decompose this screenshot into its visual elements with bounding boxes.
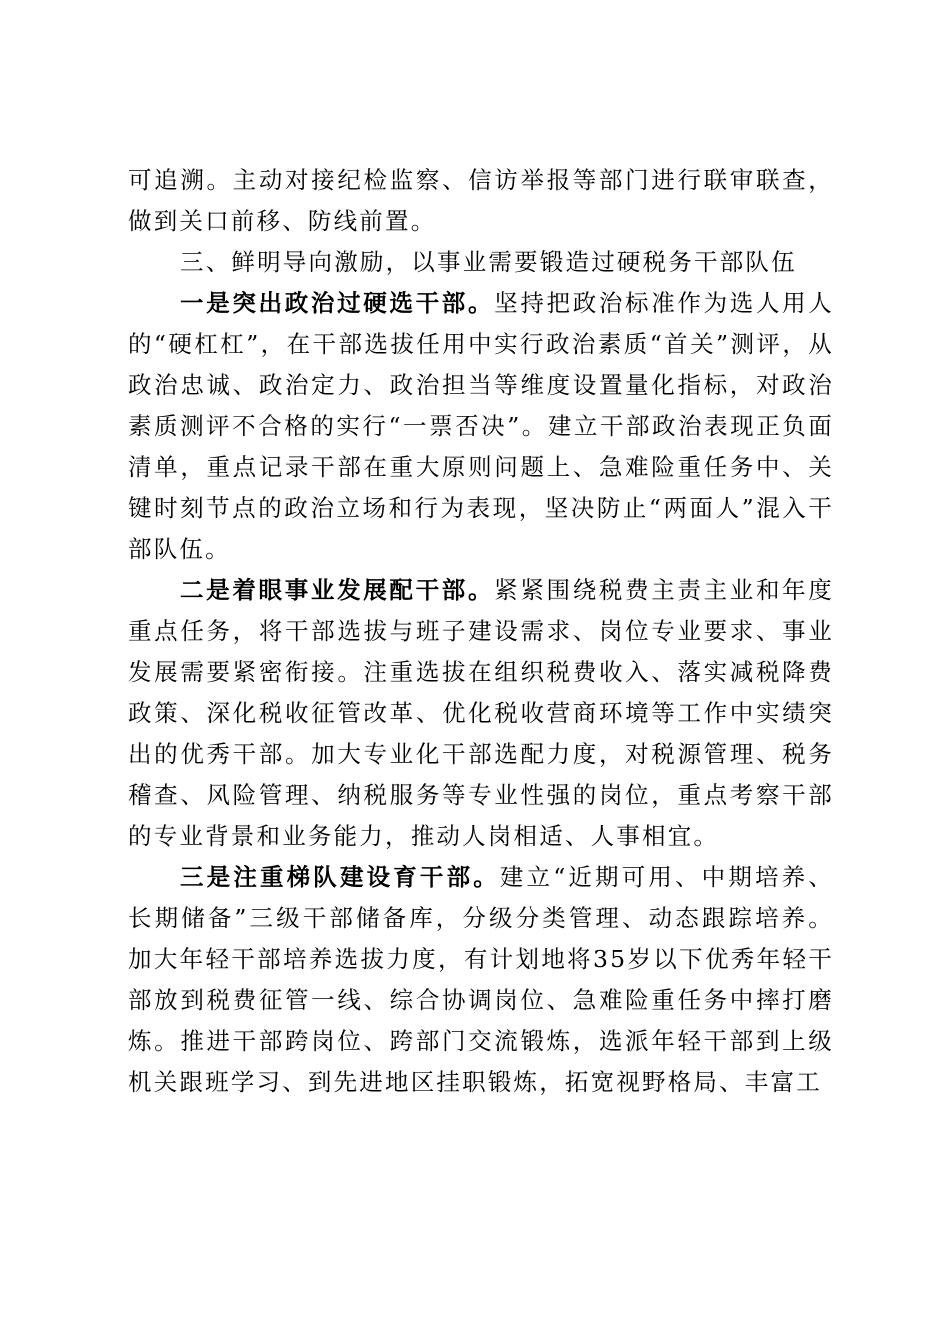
paragraph-political: [128, 283, 834, 570]
paragraph-echelon: [128, 857, 834, 1103]
paragraph-text: 紧紧围绕税费主责主业和年度重点任务，将干部选拔与班子建设需求、岗位专业要求、事业发展需要紧密衔接。注重选拔在组织税费收入、落实减税降费政策、深化税收征管改革、优化税收营商环境等工作中实绩突出的优秀干部。加大专业化干部选配力度，对税源管理、税务稽查、风险管理、纳税服务等专业性强的岗位，重点考察干部的专业背景和业务能力，推动人岗相适、人事相宜。: [128, 576, 834, 850]
section-heading-text: 三、鲜明导向激励，以事业需要锻造过硬税务干部队伍: [180, 248, 797, 276]
paragraph-continuation: [128, 160, 834, 242]
body-text: [128, 160, 834, 1103]
paragraph-text: 可追溯。主动对接纪检监察、信访举报等部门进行联审联查，做到关口前移、防线前置。: [128, 166, 834, 235]
paragraph-lead: 二是着眼事业发展配干部。: [180, 576, 495, 604]
paragraph-development: [128, 570, 834, 857]
paragraph-lead: 一是突出政治过硬选干部。: [180, 289, 495, 317]
paragraph-text: 坚持把政治标准作为选人用人的“硬杠杠”，在干部选拔任用中实行政治素质“首关”测评，从政治忠诚、政治定力、政治担当等维度设置量化指标，对政治素质测评不合格的实行“一票否决”。建立干部政治表现正负面清单，重点记录干部在重大原则问题上、急难险重任务中、关键时刻节点的政治立场和行为表现，坚决防止“两面人”混入干部队伍。: [128, 289, 834, 563]
paragraph-lead: 三是注重梯队建设育干部。: [180, 863, 500, 891]
section-heading: [128, 242, 834, 283]
paragraph-text: 建立“近期可用、中期培养、长期储备”三级干部储备库，分级分类管理、动态跟踪培养。加大年轻干部培养选拔力度，有计划地将35岁以下优秀年轻干部放到税费征管一线、综合协调岗位、急难险重任务中摔打磨炼。推进干部跨岗位、跨部门交流锻炼，选派年轻干部到上级机关跟班学习、到先进地区挂职锻炼，拓宽视野格局、丰富工: [128, 863, 834, 1096]
